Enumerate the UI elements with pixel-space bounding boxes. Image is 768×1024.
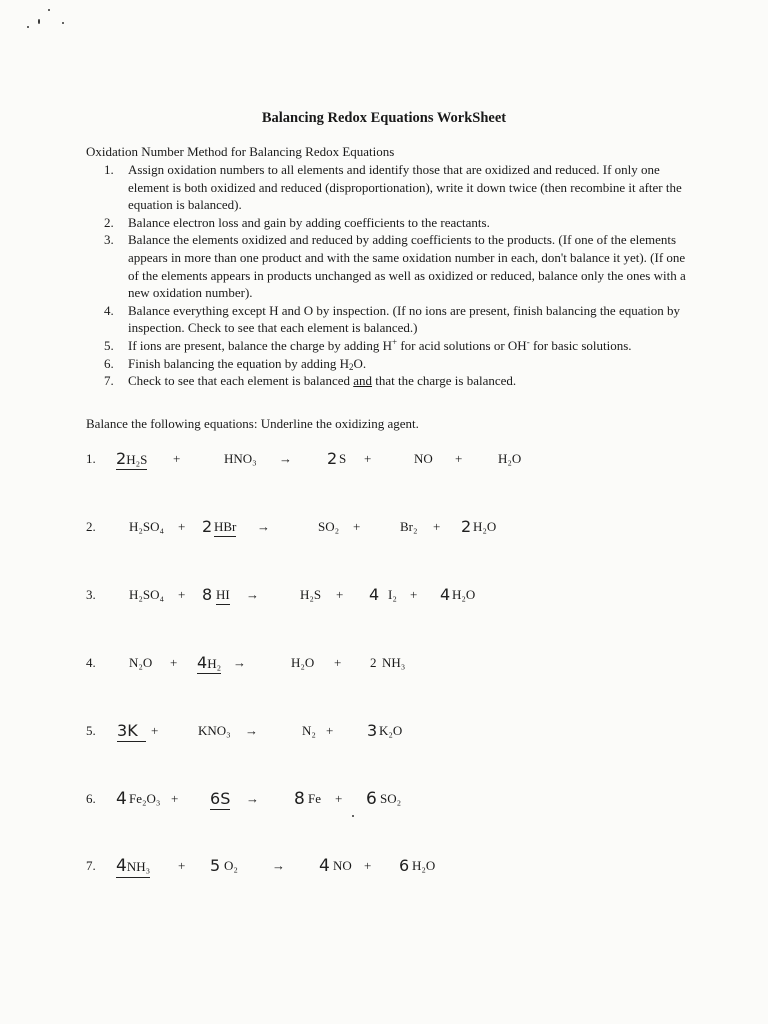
reactant: S [220, 789, 231, 808]
step-item: 7. Check to see that each element is balanced and that the charge is balanced. [104, 373, 517, 389]
product: SO₂ [318, 519, 340, 534]
handwritten-coefficient: 6 [210, 789, 221, 808]
product: NO [414, 451, 433, 466]
reaction-arrow: → [233, 655, 246, 670]
oxidizing-agent: HI [216, 587, 230, 605]
scan-speck [62, 22, 64, 24]
handwritten-coefficient: 8 [294, 789, 305, 809]
scan-speck [38, 19, 40, 24]
steps-list [104, 161, 694, 390]
reactant: H₂SO₄ [129, 587, 165, 602]
handwritten-coefficient: 2 [202, 517, 213, 536]
equation-row [86, 791, 706, 831]
step-item: 3. Balance the elements oxidized and reduced by adding coefficients to the products. (If one of the elements appears in more than one product and with the same oxidation number in each, don't balance it yet). (If one of the elements appears in products unchanged as well as oxidized or reduced, balance only the ones with a new oxidation number). [104, 232, 686, 301]
reactant: NH₃ [126, 859, 151, 874]
product: H₂O [452, 587, 476, 602]
plus-sign: + [178, 587, 186, 602]
method-heading: Oxidation Number Method for Balancing Redox Equations [86, 144, 395, 159]
product: SO₂ [380, 791, 402, 806]
plus-sign: + [364, 451, 372, 466]
reducing-agent [117, 721, 146, 742]
handwritten-coefficient: 6 [399, 856, 410, 875]
product: NH₃ [382, 655, 406, 670]
handwritten-coefficient: 5 [210, 856, 221, 875]
plus-sign: + [336, 587, 344, 602]
handwritten-coefficient: 6 [366, 789, 377, 809]
product: H₂O [473, 519, 497, 534]
product: H₂O [498, 451, 522, 466]
page-title: Balancing Redox Equations WorkSheet [261, 110, 507, 126]
step-item: 5. If ions are present, balance the charge by adding H+ for acid solutions or OH- for basic solutions. [104, 336, 632, 353]
handwritten-coefficient: 4 [319, 856, 330, 876]
plus-sign: + [178, 858, 186, 873]
equation-row [86, 655, 706, 695]
reactant: KNO₃ [198, 723, 231, 738]
oxidizing-agent [197, 653, 221, 674]
equation-number: 3. [86, 587, 96, 602]
step-item: 2. Balance electron loss and gain by adding coefficients to the reactants. [104, 214, 490, 230]
product: S [339, 451, 347, 466]
reaction-arrow: → [257, 519, 270, 534]
handwritten-coefficient: 2 [461, 517, 472, 536]
handwritten-coefficient: 8 [202, 585, 213, 604]
handwritten-coefficient: 2 [327, 449, 338, 468]
reactant: O₂ [224, 858, 238, 873]
plus-sign: + [335, 791, 343, 806]
product: Br₂ [400, 519, 418, 534]
equation-number: 1. [86, 451, 96, 466]
handwritten-coefficient: 3 [367, 721, 378, 740]
equation-row [86, 587, 706, 627]
reaction-arrow: → [279, 451, 292, 466]
equation-row [86, 519, 706, 559]
plus-sign: + [433, 519, 441, 534]
reactant: H₂SO₄ [129, 519, 165, 534]
product: NO [333, 858, 352, 873]
step-item: 4. Balance everything except H and O by inspection. (If no ions are present, finish balancing the equation by inspection. Check to see that each element is balanced.) [104, 302, 680, 336]
reactant: H₂ [207, 656, 222, 671]
plus-sign: + [171, 791, 179, 806]
step-item: 6. Finish balancing the equation by adding $H_2O$. [104, 355, 367, 372]
reaction-arrow: → [245, 723, 258, 738]
oxidizing-agent [116, 449, 147, 470]
handwritten-coefficient: 2 [370, 655, 377, 670]
handwritten-coefficient: 2 [116, 449, 127, 468]
handwritten-coefficient: 4 [369, 585, 380, 604]
plus-sign: + [178, 519, 186, 534]
plus-sign: + [353, 519, 361, 534]
equation-number: 4. [86, 655, 96, 670]
scan-speck [48, 9, 50, 11]
product: N₂ [302, 723, 316, 738]
product: H₂O [291, 655, 315, 670]
reducing-agent [116, 856, 150, 878]
reactant: HNO₃ [224, 451, 257, 466]
handwritten-coefficient: 3 [117, 721, 128, 740]
product: H₂S [300, 587, 322, 602]
reactant: N₂O [129, 655, 153, 670]
plus-sign: + [364, 858, 372, 873]
plus-sign: + [151, 723, 159, 738]
reaction-arrow: → [246, 587, 259, 602]
plus-sign: + [455, 451, 463, 466]
equation-number: 7. [86, 858, 96, 873]
product: Fe [308, 791, 321, 806]
equation-row [86, 723, 706, 763]
reactant: H₂S [126, 452, 148, 467]
equation-number: 5. [86, 723, 96, 738]
plus-sign: + [326, 723, 334, 738]
reactant: K [127, 721, 138, 740]
plus-sign: + [170, 655, 178, 670]
equation-row [86, 451, 706, 491]
plus-sign: + [173, 451, 181, 466]
oxidizing-agent [210, 789, 230, 810]
equation-row [86, 858, 706, 898]
product: I₂ [388, 587, 397, 602]
handwritten-coefficient: 4 [197, 653, 208, 672]
handwritten-coefficient: 4 [116, 789, 127, 809]
equation-number: 6. [86, 791, 96, 806]
reaction-arrow: → [246, 791, 259, 806]
plus-sign: + [334, 655, 342, 670]
oxidizing-agent: HBr [214, 519, 236, 537]
product: K₂O [379, 723, 403, 738]
plus-sign: + [410, 587, 418, 602]
balance-instruction: Balance the following equations: Underline the oxidizing agent. [86, 416, 419, 431]
reaction-arrow: → [272, 858, 285, 873]
equation-number: 2. [86, 519, 96, 534]
product: H₂O [412, 858, 436, 873]
handwritten-coefficient: 4 [116, 856, 127, 876]
handwritten-coefficient: 4 [440, 585, 451, 604]
step-item: 1. Assign oxidation numbers to all elements and identify those that are oxidized and reduced. If only one element is both oxidized and reduced (disproportionation), write it down twice (then recombine it after the equation is balanced). [104, 162, 682, 213]
reactant: Fe₂O₃ [129, 791, 161, 806]
scan-speck [27, 26, 29, 28]
